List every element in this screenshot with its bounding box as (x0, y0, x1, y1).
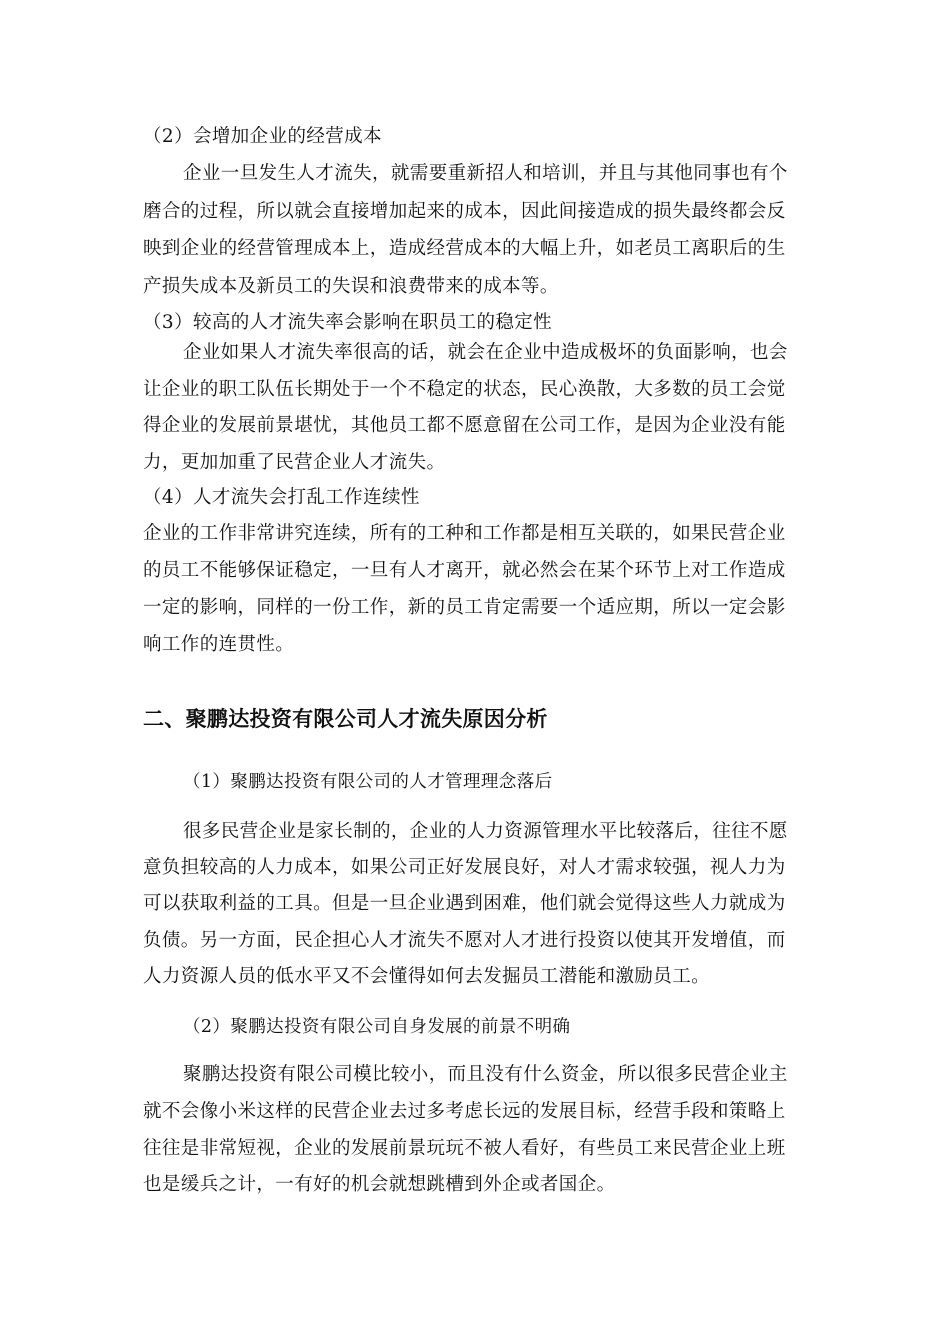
paragraph-line: 也是缓兵之计，一有好的机会就想跳槽到外企或者国企。 (143, 1174, 616, 1195)
paragraph-line: 企业的工作非常讲究连续，所有的工种和工作都是相互关联的，如果民营企业 (143, 523, 786, 544)
paragraph-line: 让企业的职工队伍长期处于一个不稳定的状态，民心涣散，大多数的员工会觉 (143, 379, 786, 400)
paragraph-line: 负债。另一方面，民企担心人才流失不愿对人才进行投资以使其开发增值，而 (143, 930, 786, 951)
paragraph-line: 力，更加加重了民营企业人才流失。 (143, 452, 446, 473)
section-heading: 二、聚鹏达投资有限公司人才流失原因分析 (143, 707, 548, 731)
paragraph-line: 响工作的连贯性。 (143, 634, 295, 655)
paragraph-line: 聚鹏达投资有限公司模比较小，而且没有什么资金，所以很多民营企业主 (183, 1064, 788, 1085)
paragraph-line: 映到企业的经营管理成本上，造成经营成本的大幅上升，如老员工离职后的生 (143, 238, 786, 259)
item-4-title: （4）人才流失会打乱工作连续性 (143, 487, 420, 508)
item-2-title: （2）会增加企业的经营成本 (143, 126, 382, 147)
paragraph-line: 产损失成本及新员工的失误和浪费带来的成本等。 (143, 276, 559, 297)
paragraph-line: 就不会像小米这样的民营企业去过多考虑长远的发展目标，经营手段和策略上 (143, 1101, 786, 1122)
paragraph-line: 磨合的过程，所以就会直接增加起来的成本，因此间接造成的损失最终都会反 (143, 201, 786, 222)
paragraph-line: 得企业的发展前景堪忧，其他员工都不愿意留在公司工作，是因为企业没有能 (143, 415, 786, 436)
paragraph-line: 意负担较高的人力成本，如果公司正好发展良好，对人才需求较强，视人力为 (143, 857, 786, 878)
paragraph-line: 的员工不能够保证稳定，一旦有人才离开，就必然会在某个环节上对工作造成 (143, 560, 786, 581)
subsection-2-title: （2）聚鹏达投资有限公司自身发展的前景不明确 (183, 1017, 571, 1037)
item-3-title: （3）较高的人才流失率会影响在职员工的稳定性 (143, 312, 553, 333)
paragraph-line: 往往是非常短视，企业的发展前景玩玩不被人看好，有些员工来民营企业上班 (143, 1138, 786, 1159)
paragraph-line: 可以获取利益的工具。但是一旦企业遇到困难，他们就会觉得这些人力就成为 (143, 893, 786, 914)
paragraph-line: 企业如果人才流失率很高的话，就会在企业中造成极坏的负面影响，也会 (183, 342, 788, 363)
paragraph-line: 一定的影响，同样的一份工作，新的员工肯定需要一个适应期，所以一定会影 (143, 597, 786, 618)
paragraph-line: 企业一旦发生人才流失，就需要重新招人和培训，并且与其他同事也有个 (183, 163, 788, 184)
subsection-1-title: （1）聚鹏达投资有限公司的人才管理理念落后 (183, 772, 553, 792)
paragraph-line: 很多民营企业是家长制的，企业的人力资源管理水平比较落后，往往不愿 (183, 821, 788, 842)
paragraph-line: 人力资源人员的低水平又不会懂得如何去发掘员工潜能和激励员工。 (143, 966, 711, 987)
